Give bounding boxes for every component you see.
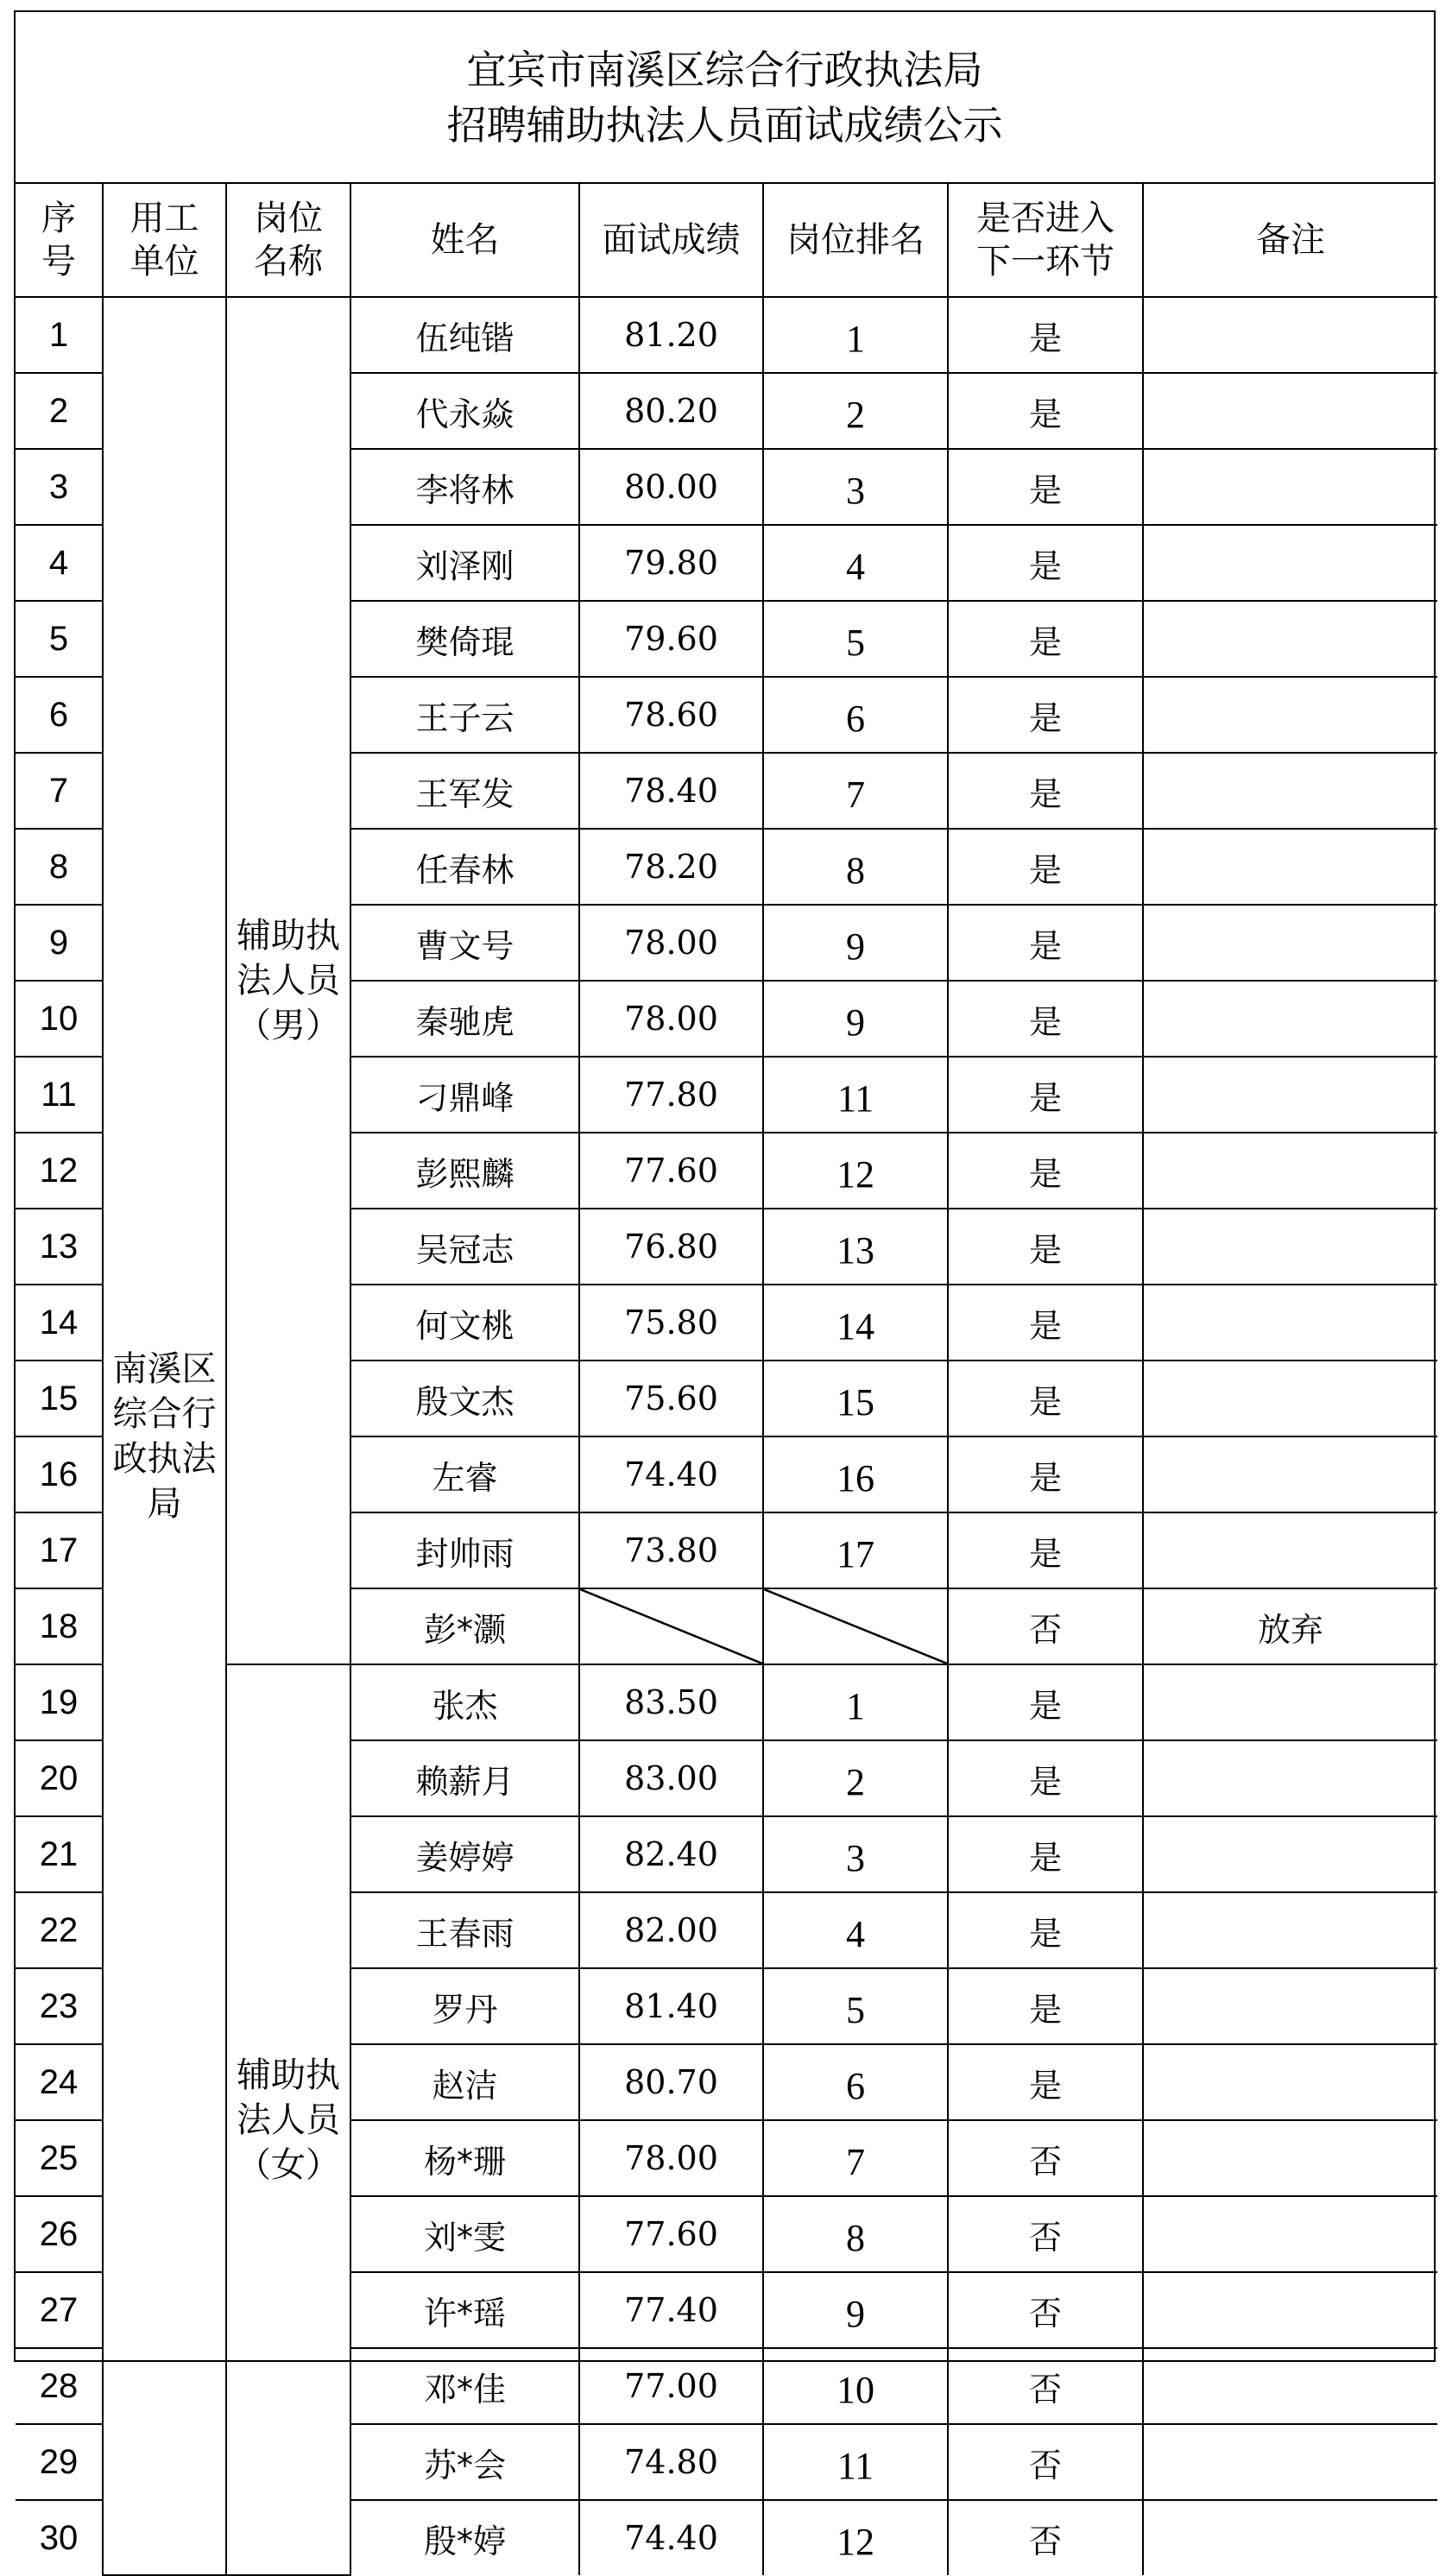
cell-seq: 20: [16, 1740, 103, 1816]
cell-seq: 11: [16, 1057, 103, 1133]
cell-advance: 是: [948, 449, 1143, 525]
cell-advance: 是: [948, 1361, 1143, 1436]
cell-note: [1143, 373, 1437, 449]
cell-advance: 是: [948, 1968, 1143, 2044]
cell-rank: 14: [763, 1285, 948, 1361]
cell-score: 81.20: [579, 297, 763, 373]
cell-rank: 1: [763, 1664, 948, 1740]
col-header-position-line: 名称: [254, 242, 323, 281]
cell-position-group: [226, 1664, 350, 2575]
cell-note: [1143, 2272, 1437, 2348]
cell-score: 76.80: [579, 1209, 763, 1285]
cell-seq: 25: [16, 2120, 103, 2196]
cell-score: 82.00: [579, 1892, 763, 1968]
cell-seq: 2: [16, 373, 103, 449]
col-header-seq: [16, 184, 103, 297]
cell-name: 杨*珊: [350, 2120, 579, 2196]
cell-note: [1143, 2196, 1437, 2272]
cell-name: 罗丹: [350, 1968, 579, 2044]
cell-seq: 5: [16, 601, 103, 677]
cell-rank: 9: [763, 981, 948, 1057]
cell-score: 79.80: [579, 525, 763, 601]
col-header-advance-line: 是否进入: [976, 199, 1114, 238]
cell-seq: 4: [16, 525, 103, 601]
cell-name: 赵洁: [350, 2044, 579, 2120]
cell-seq: 12: [16, 1133, 103, 1209]
cell-score: 75.60: [579, 1361, 763, 1436]
cell-advance: 是: [948, 601, 1143, 677]
cell-name: 代永焱: [350, 373, 579, 449]
cell-advance: 是: [948, 829, 1143, 905]
cell-score: 83.00: [579, 1740, 763, 1816]
cell-seq: 13: [16, 1209, 103, 1285]
cell-advance: 是: [948, 981, 1143, 1057]
cell-seq: 8: [16, 829, 103, 905]
cell-advance: 是: [948, 1892, 1143, 1968]
cell-score: 78.60: [579, 677, 763, 753]
cell-name: 左睿: [350, 1436, 579, 1512]
cell-seq: 3: [16, 449, 103, 525]
cell-note: [1143, 2120, 1437, 2196]
cell-rank: 3: [763, 449, 948, 525]
cell-rank: 5: [763, 601, 948, 677]
cell-rank: 8: [763, 2196, 948, 2272]
col-header-unit: [103, 184, 226, 297]
cell-score: 74.80: [579, 2424, 763, 2500]
cell-name: 何文桃: [350, 1285, 579, 1361]
cell-score: 78.00: [579, 981, 763, 1057]
cell-advance: 否: [948, 2500, 1143, 2575]
title-line-1: 宜宾市南溪区综合行政执法局: [466, 46, 983, 93]
cell-seq: 1: [16, 297, 103, 373]
results-sheet: [14, 10, 1436, 2563]
cell-score: 81.40: [579, 1968, 763, 2044]
cell-advance: 否: [948, 2424, 1143, 2500]
cell-name: 刘*雯: [350, 2196, 579, 2272]
cell-advance: 是: [948, 1057, 1143, 1133]
cell-advance: 否: [948, 2120, 1143, 2196]
cell-name: 伍纯锴: [350, 297, 579, 373]
cell-rank: 7: [763, 2120, 948, 2196]
cell-name: 李将林: [350, 449, 579, 525]
page-title: [16, 12, 1434, 184]
results-table: [16, 184, 1437, 2576]
cell-seq: 28: [16, 2348, 103, 2424]
cell-score: 77.00: [579, 2348, 763, 2424]
cell-score: 78.40: [579, 753, 763, 829]
col-header-seq-line: 序: [41, 199, 76, 238]
cell-name: 封帅雨: [350, 1512, 579, 1588]
cell-seq: 26: [16, 2196, 103, 2272]
cell-rank: 5: [763, 1968, 948, 2044]
cell-score: 80.20: [579, 373, 763, 449]
cell-note: [1143, 601, 1437, 677]
cell-rank: 9: [763, 2272, 948, 2348]
cell-name: 赖薪月: [350, 1740, 579, 1816]
position-group-line: 法人员: [237, 2099, 340, 2140]
cell-rank: 4: [763, 1892, 948, 1968]
cell-note: 放弃: [1143, 1588, 1437, 1664]
cell-rank: 12: [763, 2500, 948, 2575]
cell-note: [1143, 525, 1437, 601]
cell-rank: 6: [763, 2044, 948, 2120]
cell-note: [1143, 1285, 1437, 1361]
cell-rank: 8: [763, 829, 948, 905]
cell-unit: [103, 297, 226, 2575]
unit-line: 局: [147, 1483, 182, 1524]
table-row: [16, 1664, 1437, 1740]
cell-note: [1143, 1361, 1437, 1436]
cell-score: 74.40: [579, 1436, 763, 1512]
cell-seq: 23: [16, 1968, 103, 2044]
cell-name: 秦驰虎: [350, 981, 579, 1057]
cell-note: [1143, 2348, 1437, 2424]
cell-name: 王军发: [350, 753, 579, 829]
unit-line: 南溪区: [112, 1348, 217, 1389]
cell-advance: 否: [948, 2272, 1143, 2348]
cell-name: 王子云: [350, 677, 579, 753]
cell-rank: 9: [763, 905, 948, 981]
cell-note: [1143, 905, 1437, 981]
cell-name: 许*瑶: [350, 2272, 579, 2348]
position-group-line: 法人员: [237, 961, 340, 1001]
cell-rank-slashed: [763, 1588, 948, 1664]
cell-name: 苏*会: [350, 2424, 579, 2500]
unit-line: 政执法: [112, 1438, 217, 1479]
cell-advance: 是: [948, 677, 1143, 753]
cell-rank: 2: [763, 1740, 948, 1816]
cell-name: 樊倚琨: [350, 601, 579, 677]
cell-score: 77.60: [579, 1133, 763, 1209]
cell-score: 78.20: [579, 829, 763, 905]
cell-note: [1143, 1740, 1437, 1816]
cell-advance: 否: [948, 1588, 1143, 1664]
cell-score: 79.60: [579, 601, 763, 677]
cell-seq: 27: [16, 2272, 103, 2348]
cell-score: 77.80: [579, 1057, 763, 1133]
cell-note: [1143, 1057, 1437, 1133]
cell-seq: 10: [16, 981, 103, 1057]
cell-rank: 17: [763, 1512, 948, 1588]
col-header-position-line: 岗位: [254, 199, 323, 238]
cell-score: 75.80: [579, 1285, 763, 1361]
cell-name: 刘泽刚: [350, 525, 579, 601]
header-row: [16, 184, 1437, 297]
cell-score: 77.40: [579, 2272, 763, 2348]
cell-advance: 否: [948, 2196, 1143, 2272]
position-group-line: 辅助执: [237, 2055, 340, 2095]
cell-rank: 2: [763, 373, 948, 449]
unit-line: 综合行: [112, 1393, 217, 1434]
cell-seq: 17: [16, 1512, 103, 1588]
cell-rank: 4: [763, 525, 948, 601]
col-header-score: 面试成绩: [579, 184, 763, 297]
cell-advance: 是: [948, 1512, 1143, 1588]
cell-advance: 是: [948, 1436, 1143, 1512]
cell-rank: 12: [763, 1133, 948, 1209]
cell-seq: 6: [16, 677, 103, 753]
cell-rank: 1: [763, 297, 948, 373]
cell-note: [1143, 677, 1437, 753]
cell-score: 83.50: [579, 1664, 763, 1740]
cell-position-group: [226, 297, 350, 1664]
position-group-line: （男）: [237, 1006, 340, 1045]
cell-advance: 是: [948, 905, 1143, 981]
position-group-line: 辅助执: [237, 916, 340, 956]
cell-name: 彭熙麟: [350, 1133, 579, 1209]
cell-seq: 7: [16, 753, 103, 829]
cell-seq: 15: [16, 1361, 103, 1436]
cell-name: 刁鼎峰: [350, 1057, 579, 1133]
cell-advance: 是: [948, 297, 1143, 373]
cell-note: [1143, 449, 1437, 525]
cell-advance: 是: [948, 1740, 1143, 1816]
cell-note: [1143, 1816, 1437, 1892]
cell-note: [1143, 2044, 1437, 2120]
cell-name: 曹文号: [350, 905, 579, 981]
cell-advance: 是: [948, 1816, 1143, 1892]
cell-rank: 13: [763, 1209, 948, 1285]
cell-note: [1143, 1436, 1437, 1512]
cell-rank: 16: [763, 1436, 948, 1512]
cell-note: [1143, 981, 1437, 1057]
cell-rank: 15: [763, 1361, 948, 1436]
col-header-advance: [948, 184, 1143, 297]
cell-note: [1143, 1133, 1437, 1209]
cell-score: 73.80: [579, 1512, 763, 1588]
title-line-2: 招聘辅助执法人员面试成绩公示: [446, 101, 1003, 148]
cell-name: 张杰: [350, 1664, 579, 1740]
cell-note: [1143, 2500, 1437, 2575]
cell-advance: 是: [948, 1285, 1143, 1361]
cell-advance: 是: [948, 2044, 1143, 2120]
cell-seq: 18: [16, 1588, 103, 1664]
col-header-name: 姓名: [350, 184, 579, 297]
cell-rank: 3: [763, 1816, 948, 1892]
cell-rank: 6: [763, 677, 948, 753]
cell-score: 74.40: [579, 2500, 763, 2575]
cell-name: 彭*灏: [350, 1588, 579, 1664]
cell-score-slashed: [579, 1588, 763, 1664]
cell-name: 邓*佳: [350, 2348, 579, 2424]
cell-rank: 10: [763, 2348, 948, 2424]
cell-name: 殷*婷: [350, 2500, 579, 2575]
col-header-advance-line: 下一环节: [976, 242, 1114, 281]
col-header-note: 备注: [1143, 184, 1437, 297]
cell-score: 80.00: [579, 449, 763, 525]
cell-note: [1143, 1512, 1437, 1588]
cell-seq: 29: [16, 2424, 103, 2500]
cell-seq: 22: [16, 1892, 103, 1968]
cell-advance: 是: [948, 1209, 1143, 1285]
cell-rank: 7: [763, 753, 948, 829]
cell-name: 殷文杰: [350, 1361, 579, 1436]
table-row: [16, 297, 1437, 373]
cell-name: 王春雨: [350, 1892, 579, 1968]
cell-rank: 11: [763, 1057, 948, 1133]
cell-note: [1143, 2424, 1437, 2500]
cell-advance: 是: [948, 1664, 1143, 1740]
cell-score: 80.70: [579, 2044, 763, 2120]
col-header-position: [226, 184, 350, 297]
cell-seq: 21: [16, 1816, 103, 1892]
col-header-rank: 岗位排名: [763, 184, 948, 297]
cell-note: [1143, 753, 1437, 829]
cell-name: 任春林: [350, 829, 579, 905]
cell-score: 82.40: [579, 1816, 763, 1892]
cell-name: 姜婷婷: [350, 1816, 579, 1892]
cell-note: [1143, 1892, 1437, 1968]
position-group-line: （女）: [237, 2144, 340, 2185]
cell-note: [1143, 297, 1437, 373]
col-header-unit-line: 单位: [129, 242, 199, 281]
cell-seq: 24: [16, 2044, 103, 2120]
cell-seq: 19: [16, 1664, 103, 1740]
cell-note: [1143, 1209, 1437, 1285]
col-header-unit-line: 用工: [129, 199, 199, 238]
cell-advance: 是: [948, 753, 1143, 829]
cell-advance: 否: [948, 2348, 1143, 2424]
cell-score: 77.60: [579, 2196, 763, 2272]
col-header-seq-line: 号: [41, 242, 76, 281]
cell-seq: 9: [16, 905, 103, 981]
cell-advance: 是: [948, 525, 1143, 601]
cell-score: 78.00: [579, 905, 763, 981]
cell-rank: 11: [763, 2424, 948, 2500]
cell-advance: 是: [948, 1133, 1143, 1209]
cell-note: [1143, 829, 1437, 905]
cell-note: [1143, 1968, 1437, 2044]
cell-note: [1143, 1664, 1437, 1740]
cell-name: 吴冠志: [350, 1209, 579, 1285]
cell-seq: 16: [16, 1436, 103, 1512]
cell-seq: 14: [16, 1285, 103, 1361]
cell-advance: 是: [948, 373, 1143, 449]
cell-score: 78.00: [579, 2120, 763, 2196]
cell-seq: 30: [16, 2500, 103, 2575]
